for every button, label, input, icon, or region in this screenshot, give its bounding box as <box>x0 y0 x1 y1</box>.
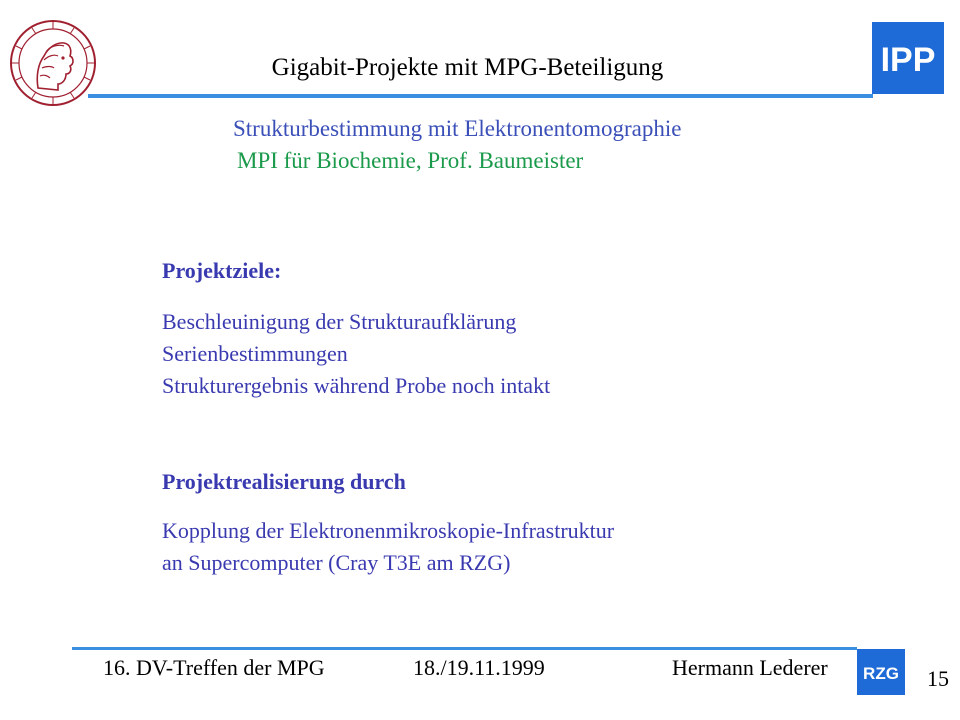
goal-line: Strukturergebnis während Probe noch intakt <box>162 373 551 398</box>
footer-date: 18./19.11.1999 <box>413 655 545 680</box>
ipp-logo-text: IPP <box>880 41 936 79</box>
footer-event: 16. DV-Treffen der MPG <box>103 655 325 680</box>
slide-title: Gigabit-Projekte mit MPG-Beteiligung <box>271 54 664 81</box>
page-number: 15 <box>927 666 949 691</box>
section-heading-goals: Projektziele: <box>162 258 282 283</box>
goal-line: Beschleuinigung der Strukturaufklärung <box>162 309 517 334</box>
realization-line: Kopplung der Elektronenmikroskopie-Infrastruktur <box>162 518 615 543</box>
rzg-logo <box>857 649 905 695</box>
rzg-logo-text: RZG <box>863 664 899 683</box>
header-rule <box>88 94 873 98</box>
goal-line: Serienbestimmungen <box>162 341 348 366</box>
ipp-logo <box>872 22 944 94</box>
footer-rule <box>72 647 857 650</box>
section-heading-realization: Projektrealisierung durch <box>162 469 406 494</box>
project-title: Strukturbestimmung mit Elektronentomographie <box>233 116 682 141</box>
footer-author: Hermann Lederer <box>672 655 828 680</box>
realization-line: an Supercomputer (Cray T3E am RZG) <box>162 550 511 575</box>
project-institute: MPI für Biochemie, Prof. Baumeister <box>237 148 584 173</box>
